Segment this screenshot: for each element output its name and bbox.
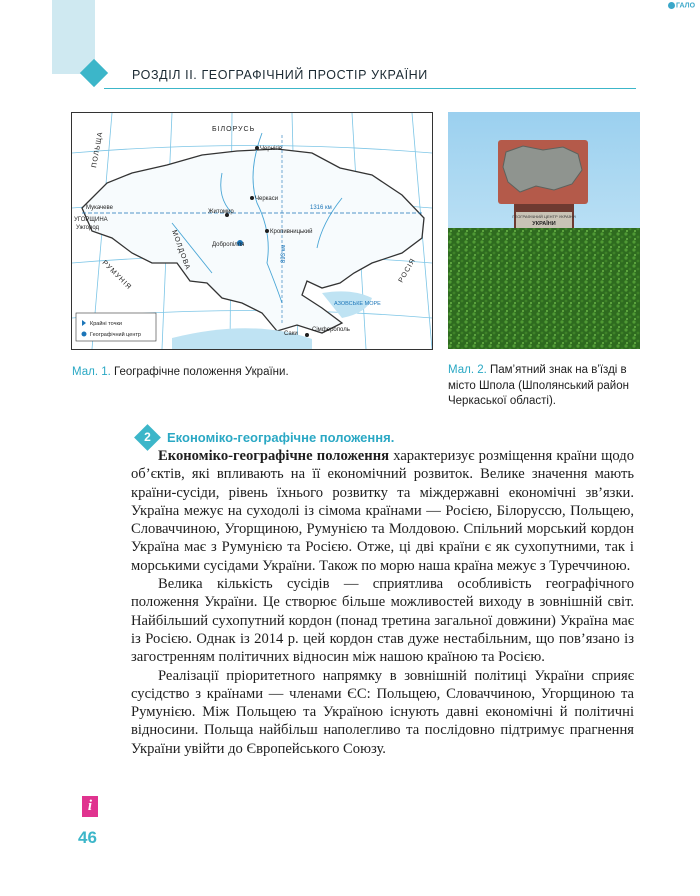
map-country-label: БІЛОРУСЬ [212,126,256,133]
map-country-label: РОСІЯ [397,257,418,284]
map-city-label: Житомир [208,209,234,215]
map-country-label: РУМУНІЯ [100,259,133,292]
map-distance-label: 1316 км [310,205,332,211]
map-city-label: Черкаси [255,196,279,202]
section-number: 2 [144,430,151,444]
map-country-label: ПОЛЬЩА [91,130,105,169]
ukraine-map [71,112,433,350]
map-city-label: Кропивницький [270,229,313,235]
term-bold: Економіко-географічне положення [158,448,389,464]
map-city-label: Ужгород [76,225,100,231]
map-country-label: МОЛДОВА [170,229,192,272]
figure-1-label: Мал. 1. [72,366,111,378]
header-divider [104,88,636,89]
sign-title: УКРАЇНИ [532,221,556,227]
map-legend-item: Географічний центр [90,332,141,338]
figure-1-caption: Мал. 1. Географічне положення України. [72,366,289,378]
publisher-logo: ГАЛО [668,2,695,9]
paragraph: Економіко-географічне положення характеризує розміщення країни щодо об’єктів, які впливають на її економічний розвиток. Велике значення мають країни-сусіди, рівень їхнього розвитку та міждержавні економічні зв’язки. Україна межує на суходолі із сімома країнами — Росією, Білоруссю, Польщею, Словаччиною, Угорщиною, Румунією та Молдовою. Спільний морський кордон Україна має з Румунією та Росією. Отже, ці дві країни є як сухопутними, так і морськими сусідами України. Також по морю наша країна межує з Туреччиною. [131,448,634,574]
map-city-label: Сімферополь [312,327,350,333]
page-number: 46 [78,828,97,847]
section-heading: Економіко-географічне положення. [167,430,395,445]
map-sea-label: АЗОВСЬКЕ МОРЕ [334,301,381,307]
map-city-label: Добропілля [212,242,245,248]
body-text [131,447,634,758]
map-city-label: Саки [284,331,298,337]
figure-2-caption: Мал. 2. Пам’ятний знак на в’їзді в місто Шпола (Шполянський район Черкаської області). [448,364,629,407]
logo-dot-icon [668,2,675,9]
map-distance-label: 893 км [281,244,287,263]
paragraph: Реалізації пріоритетного напрямку в зовнішній політиці України сприяє сусідство з країнами — членами ЄС: Польщею, Словаччиною, Угорщиною та Румунією. Між Польщею та Україною існують давні економічні й політичні відносини. Польща найбільш наполегливо та послідовно підтримує прагнення України увійти до Європейського Союзу. [131,667,634,757]
figure-2-label: Мал. 2. [448,364,487,376]
chapter-header: РОЗДІЛ ІІ. ГЕОГРАФІЧНИЙ ПРОСТІР УКРАЇНИ [132,68,428,82]
map-city-label: Мукачеве [86,205,113,211]
info-icon: i [82,796,98,817]
sign-text: ГЕОГРАФІЧНИЙ ЦЕНТР УКРАЇНИ [512,214,576,219]
paragraph: Велика кількість сусідів — сприятлива особливість географічного положення України. Це створює більше можливостей виходу в зовнішній світ. Найбільший сухопутний кордон (понад третина загальної довжини) Україна має із Росією. Однак із 2014 р. цей кордон став дуже нестабільним, що пов’язано із загостренням політичних відносин між нашою країною та Росією. [131,576,634,666]
monument-photo [448,112,640,349]
map-legend-item: Крайні точки [90,321,122,327]
map-country-label: УГОРЩИНА [74,217,108,223]
map-city-label: Чернігів [260,146,283,152]
